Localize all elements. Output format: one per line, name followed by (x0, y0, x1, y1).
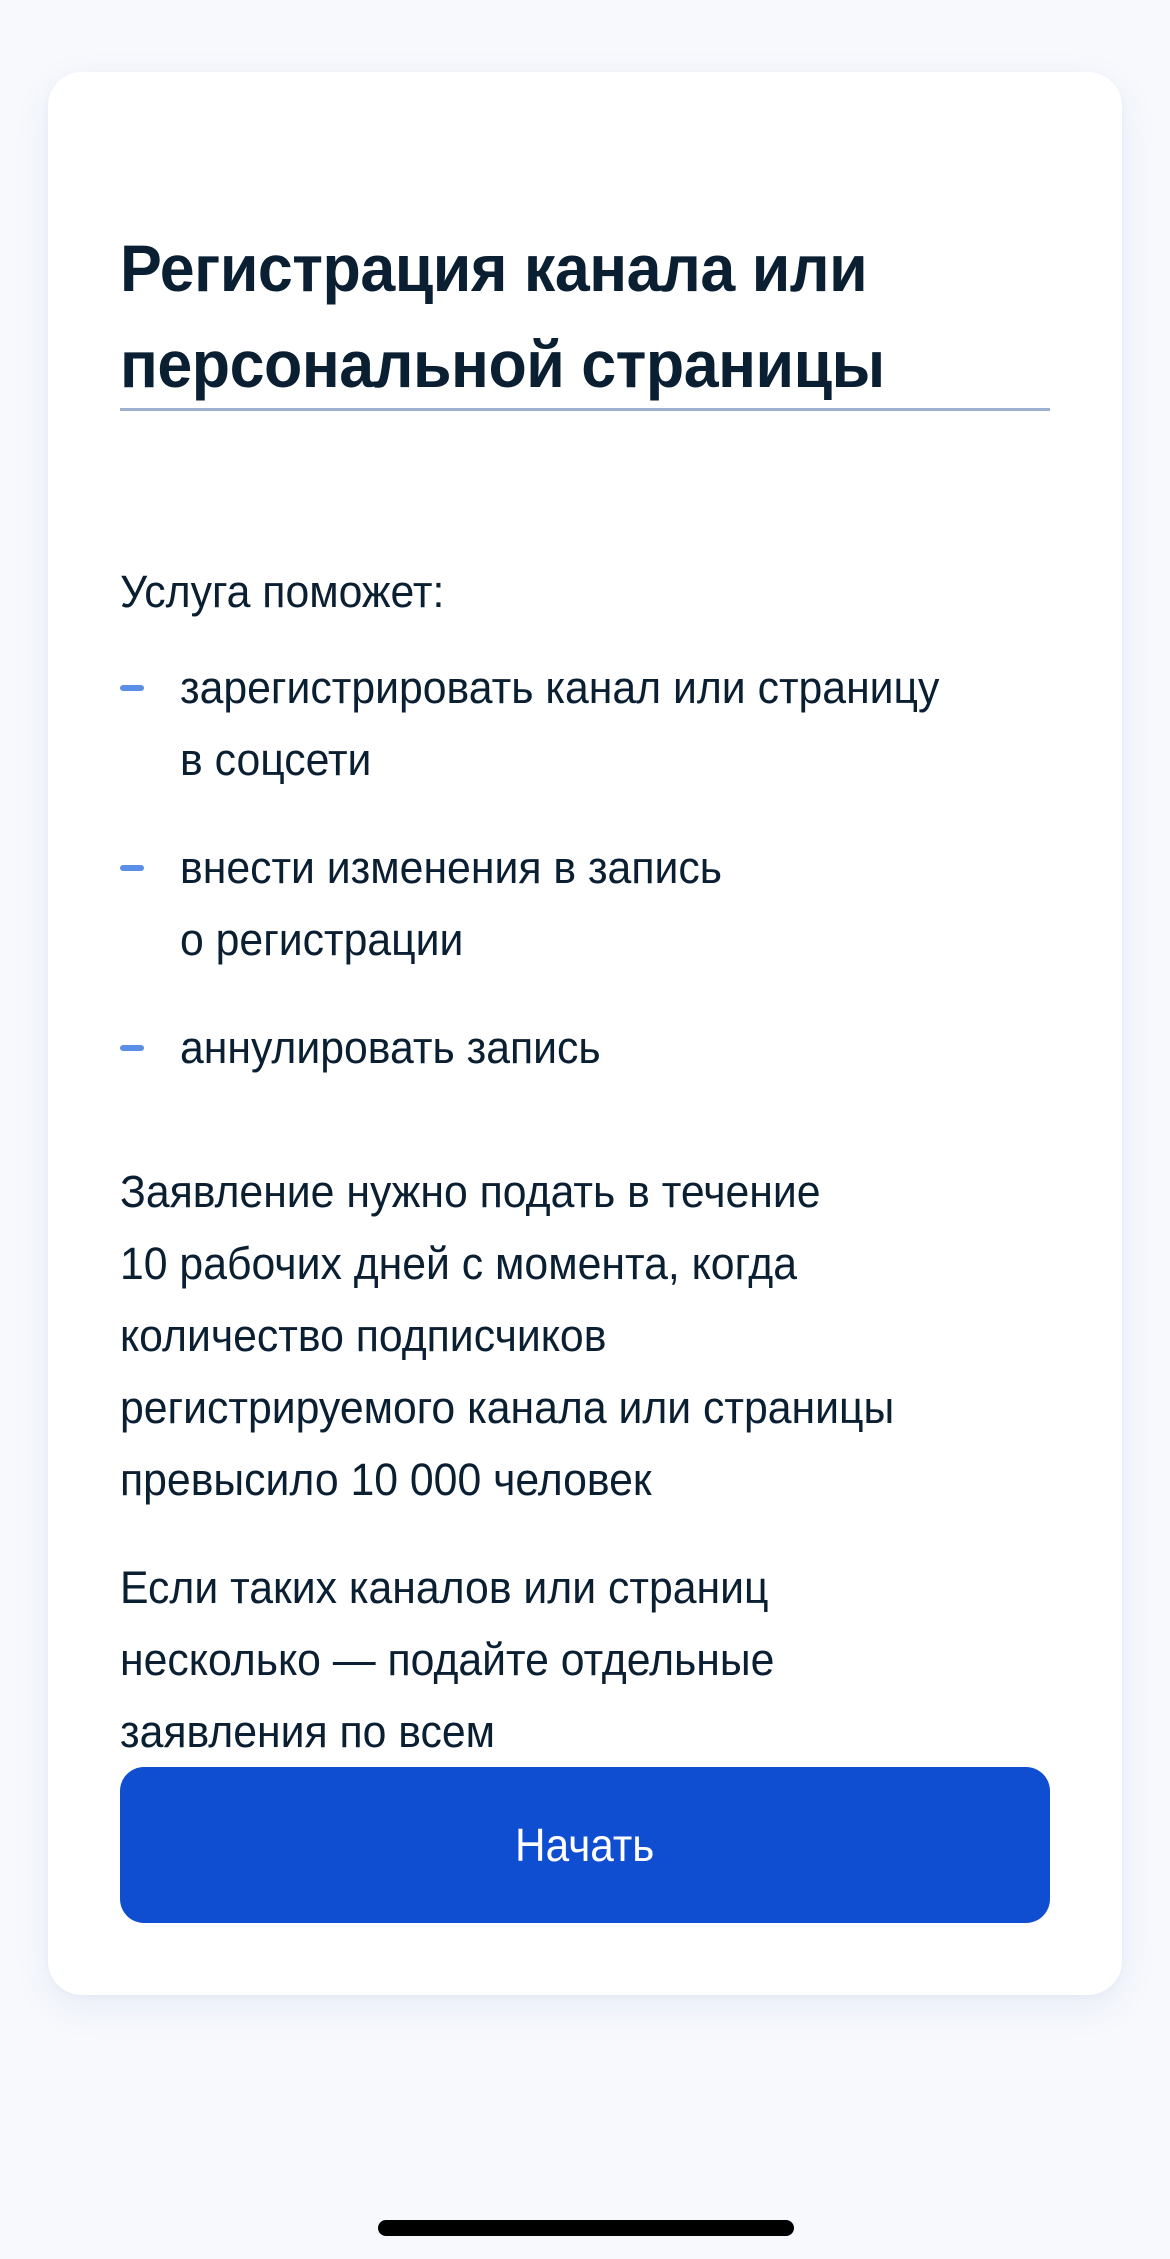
service-benefits-list (120, 652, 1060, 1120)
list-item-text: аннулировать запись (180, 1022, 601, 1073)
list-item (120, 832, 1060, 976)
list-item (120, 1012, 1060, 1084)
list-item-text: внести изменения в запись (180, 842, 723, 893)
paragraph-line: Заявление нужно подать в течение (120, 1166, 821, 1217)
page-title-line: Регистрация канала или (120, 231, 868, 305)
service-lead-text: Услуга поможет: (120, 566, 445, 617)
paragraph-line: превысило 10 000 человек (120, 1454, 652, 1505)
list-item-text: зарегистрировать канал или страницу (180, 662, 940, 713)
paragraph-line: Если таких каналов или страниц (120, 1562, 769, 1613)
divider (120, 408, 1050, 411)
list-item-text: в соцсети (180, 734, 372, 785)
multiple-channels-paragraph (120, 1552, 1080, 1768)
list-item-text: о регистрации (180, 914, 464, 965)
dash-bullet-icon (120, 865, 144, 871)
page-title (120, 220, 1013, 412)
list-item (120, 652, 1060, 796)
dash-bullet-icon (120, 1045, 144, 1051)
paragraph-line: регистрируемого канала или страницы (120, 1382, 895, 1433)
start-button-label: Начать (515, 1819, 655, 1871)
home-indicator[interactable] (378, 2220, 794, 2236)
paragraph-line: заявления по всем (120, 1706, 496, 1757)
start-button[interactable] (120, 1767, 1050, 1923)
paragraph-line: несколько — подайте отдельные (120, 1634, 775, 1685)
service-info-card (48, 72, 1122, 1995)
dash-bullet-icon (120, 685, 144, 691)
paragraph-line: 10 рабочих дней с момента, когда (120, 1238, 797, 1289)
deadline-paragraph (120, 1156, 1080, 1516)
paragraph-line: количество подписчиков (120, 1310, 607, 1361)
page-title-line: персональной страницы (120, 327, 885, 401)
